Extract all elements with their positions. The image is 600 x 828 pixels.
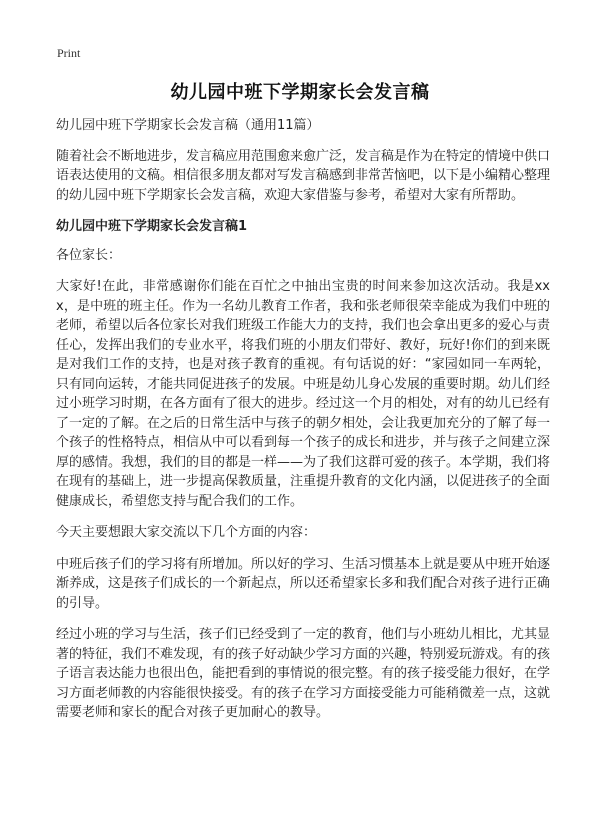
print-link[interactable]: Print (57, 46, 81, 60)
document-body (56, 116, 550, 735)
page-title: 幼儿园中班下学期家长会发言稿 (170, 82, 430, 103)
body-paragraph: 今天主要想跟大家交流以下几个方面的内容： (56, 525, 317, 540)
body-paragraph: 经过小班的学习与生活，孩子们已经受到了一定的教育，他们与小班幼儿相比，尤其显著的特征，我们不难发现，有的孩子好动缺少学习方面的兴趣，特别爱玩游戏。有的孩子语言表达能力也很出色，能把看到的事情说的很完整。有的孩子接受能力很好，在学习方面老师教的内容能很快接受。有的孩子在学习方面接受能力可能稍微差一点，这就需要老师和家长的配合对孩子更加耐心的教导。 (56, 627, 551, 720)
document-subtitle: 幼儿园中班下学期家长会发言稿（通用11篇） (56, 118, 320, 133)
greeting: 各位家长： (56, 247, 122, 263)
section-heading: 幼儿园中班下学期家长会发言稿1 (56, 219, 248, 234)
body-paragraph: 中班后孩子们的学习将有所增加。所以好的学习、生活习惯基本上就是要从中班开始逐渐养成，这是孩子们成长的一个新起点，所以还希望家长多和我们配合对孩子进行正确的引导。 (56, 556, 551, 611)
intro-paragraph: 随着社会不断地进步，发言稿应用范围愈来愈广泛，发言稿是作为在特定的情境中供口语表达使用的文稿。相信很多朋友都对写发言稿感到非常苦恼吧，以下是小编精心整理的幼儿园中班下学期家长会发言稿，欢迎大家借鉴与参考，希望对大家有所帮助。 (56, 148, 551, 203)
body-paragraph: 大家好!在此，非常感谢你们能在百忙之中抽出宝贵的时间来参加这次活动。我是xxx，是中班的班主任。作为一名幼儿教育工作者，我和张老师很荣幸能成为我们中班的老师，希望以后各位家长对我们班级工作能大力的支持，我们也会拿出更多的爱心与责任心，发挥出我们的专业水平，将我们班的小朋友们带好、教好，玩好!你们的到来既是对我们工作的支持，也是对孩子教育的重视。有句话说的好：“家园如同一车两轮，只有同向运转，才能共同促进孩子的发展。中班是幼儿身心发展的重要时期。幼儿们经过小班学习时期，在各方面有了很大的进步。经过这一个月的相处，对有的幼儿已经有了一定的了解。在之后的日常生活中与孩子的朝夕相处，会让我更加充分的了解了每一个孩子的性格特点，相信从中可以看到每一个孩子的成长和进步，并与孩子之间建立深厚的感情。我想，我们的目的都是一样——为了我们这群可爱的孩子。本学期，我们将在现有的基础上，进一步提高保教质量，注重提升教育的文化内涵，以促进孩子的全面健康成长，希望您支持与配合我们的工作。 (56, 279, 551, 509)
